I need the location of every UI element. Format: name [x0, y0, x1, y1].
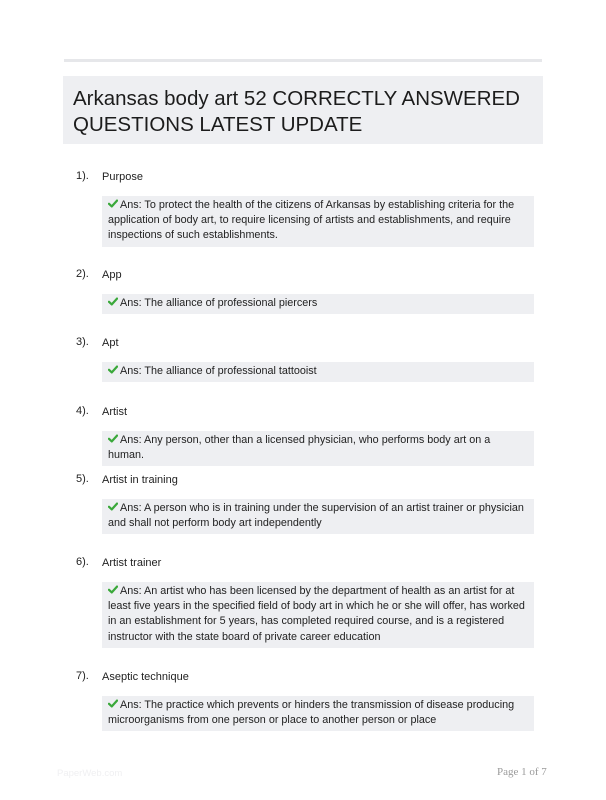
question-number: 4).: [76, 405, 89, 417]
question-number: 7).: [76, 670, 89, 682]
answer-text: A person who is in training under the supervision of an artist trainer or physician and shall not perform body art independently: [108, 502, 524, 530]
answer-text: To protect the health of the citizens of Arkansas by establishing criteria for the application of body art, to require licensing of artists and establishments, and require inspections of such establishments.: [108, 199, 515, 242]
answer-prefix: Ans:: [120, 699, 142, 711]
question-text: Artist trainer: [102, 557, 162, 569]
answer-box: [102, 431, 534, 466]
answer-prefix: Ans:: [120, 502, 142, 514]
footer-watermark: PaperWeb.com: [57, 768, 123, 779]
question-text: Purpose: [102, 171, 143, 183]
question-number: 3).: [76, 336, 89, 348]
question-text: Apt: [102, 337, 119, 349]
document-title: Arkansas body art 52 CORRECTLY ANSWERED QUESTIONS LATEST UPDATE: [73, 87, 520, 136]
check-icon: [108, 297, 118, 306]
question-number: 1).: [76, 170, 89, 182]
page-number: Page 1 of 7: [497, 766, 547, 778]
answer-prefix: Ans:: [120, 434, 142, 446]
answer-text: The practice which prevents or hinders the transmission of disease producing microorganisms from one person or place to another person or place: [108, 699, 515, 727]
answer-box: [102, 196, 534, 247]
question-text: App: [102, 269, 122, 281]
check-icon: [108, 585, 118, 594]
check-icon: [108, 199, 118, 208]
answer-text: An artist who has been licensed by the department of health as an artist for at least five years in the specified field of body art in which he or she will offer, has worked in an establishment for 5 years, has completed required course, and is a registered instructor with the state board of private career education: [108, 585, 525, 643]
check-icon: [108, 434, 118, 443]
check-icon: [108, 699, 118, 708]
check-icon: [108, 365, 118, 374]
answer-text: The alliance of professional tattooist: [144, 365, 317, 377]
answer-box: [102, 582, 534, 648]
question-number: 2).: [76, 268, 89, 280]
answer-text: Any person, other than a licensed physician, who performs body art on a human.: [108, 434, 491, 462]
answer-prefix: Ans:: [120, 297, 142, 309]
answer-box: [102, 499, 534, 534]
answer-box: [102, 294, 534, 314]
top-rule: [64, 59, 542, 62]
answer-text: The alliance of professional piercers: [144, 297, 318, 309]
answer-prefix: Ans:: [120, 199, 142, 211]
question-text: Aseptic technique: [102, 671, 189, 683]
question-number: 6).: [76, 556, 89, 568]
check-icon: [108, 502, 118, 511]
answer-prefix: Ans:: [120, 365, 142, 377]
question-number: 5).: [76, 473, 89, 485]
answer-prefix: Ans:: [120, 585, 142, 597]
question-text: Artist in training: [102, 474, 178, 486]
answer-box: [102, 362, 534, 382]
title-box: [63, 76, 543, 144]
answer-box: [102, 696, 534, 731]
question-text: Artist: [102, 406, 128, 418]
